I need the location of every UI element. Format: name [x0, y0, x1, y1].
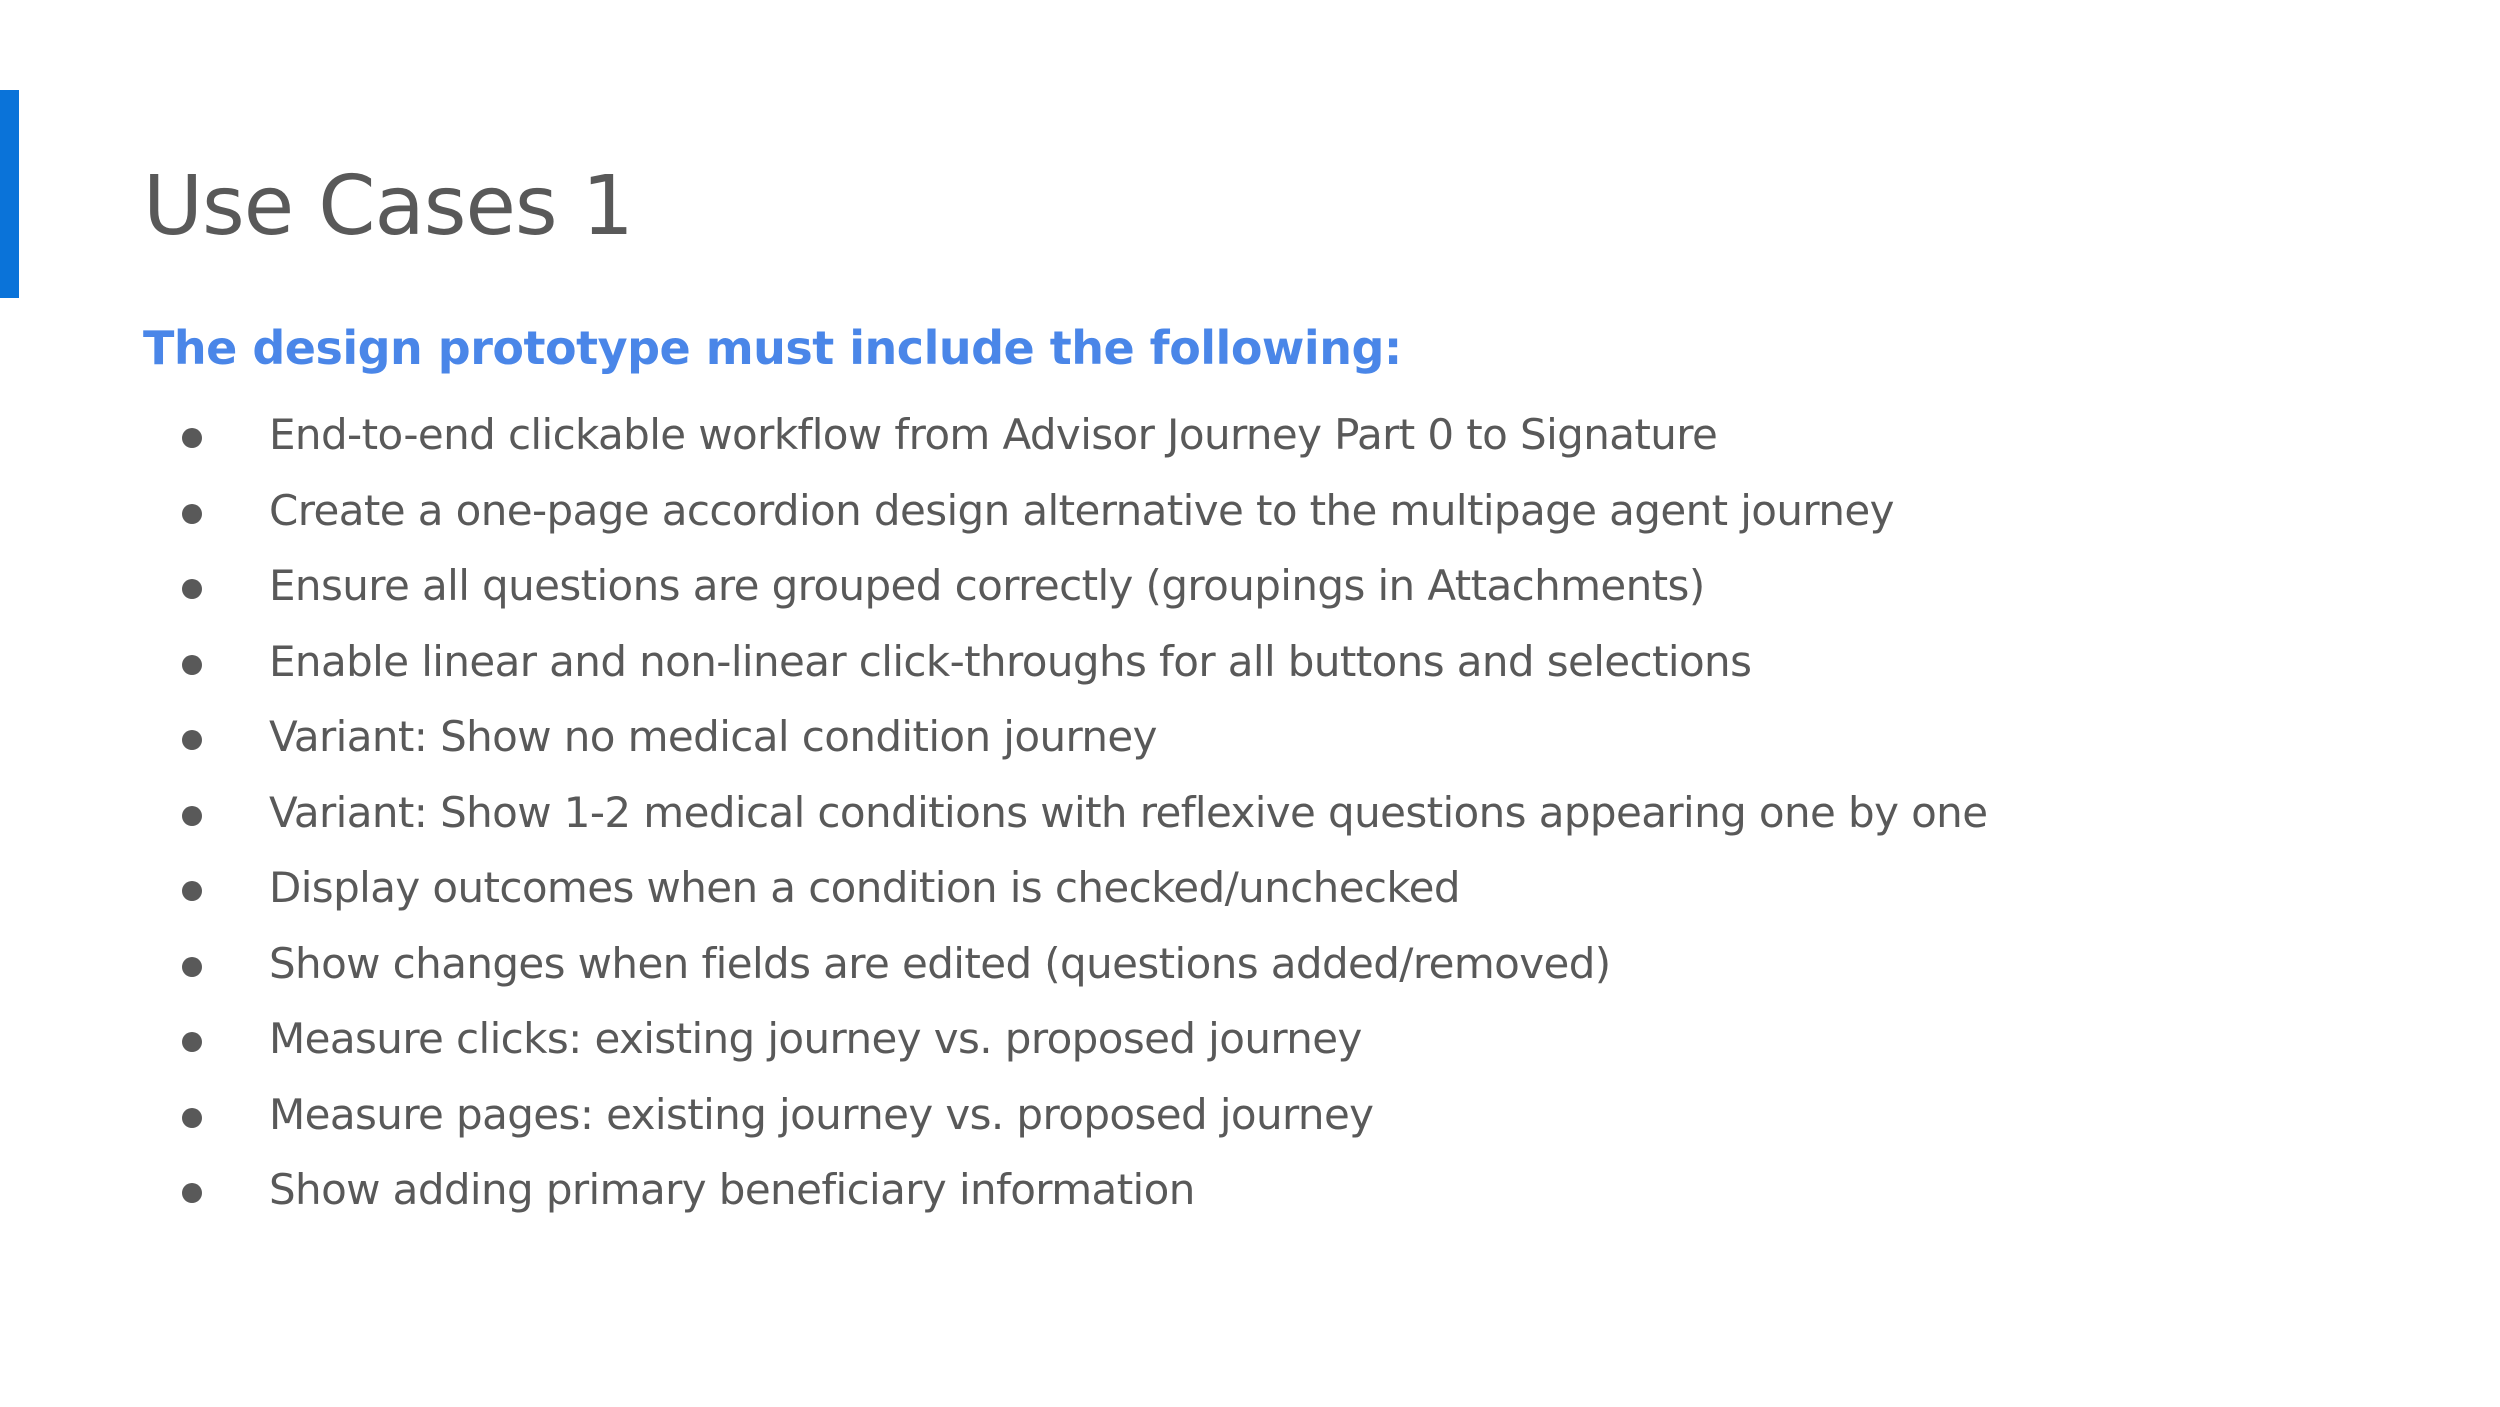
- bullet-icon: [182, 881, 202, 901]
- bullet-icon: [182, 504, 202, 524]
- bullet-icon: [182, 428, 202, 448]
- bullet-icon: [182, 1032, 202, 1052]
- bullet-icon: [182, 806, 202, 826]
- slide-subtitle: The design prototype must include the following:: [143, 321, 1402, 375]
- bullet-text: Measure pages: existing journey vs. proposed journey: [269, 1089, 1374, 1139]
- bullet-icon: [182, 1183, 202, 1203]
- bullet-icon: [182, 579, 202, 599]
- bullet-text: Variant: Show no medical condition journey: [269, 712, 1157, 761]
- bullet-text: Ensure all questions are grouped correctly (groupings in Attachments): [269, 561, 1705, 610]
- bullet-icon: [182, 730, 202, 750]
- bullet-text: Show changes when fields are edited (questions added/removed): [269, 938, 1611, 988]
- bullet-text: Measure clicks: existing journey vs. proposed journey: [269, 1014, 1362, 1063]
- bullet-text: End-to-end clickable workflow from Advisor Journey Part 0 to Signature: [269, 410, 1718, 459]
- slide-title: Use Cases 1: [143, 159, 633, 254]
- bullet-icon: [182, 1108, 202, 1128]
- bullet-icon: [182, 957, 202, 977]
- bullet-text: Show adding primary beneficiary information: [269, 1165, 1195, 1214]
- bullet-text: Enable linear and non-linear click-throughs for all buttons and selections: [269, 636, 1752, 686]
- bullet-text: Create a one-page accordion design alternative to the multipage agent journey: [269, 485, 1894, 535]
- bullet-icon: [182, 655, 202, 675]
- bullet-text: Display outcomes when a condition is checked/unchecked: [269, 863, 1460, 912]
- bullet-text: Variant: Show 1-2 medical conditions with reflexive questions appearing one by one: [269, 787, 1988, 837]
- title-accent-bar: [0, 90, 19, 298]
